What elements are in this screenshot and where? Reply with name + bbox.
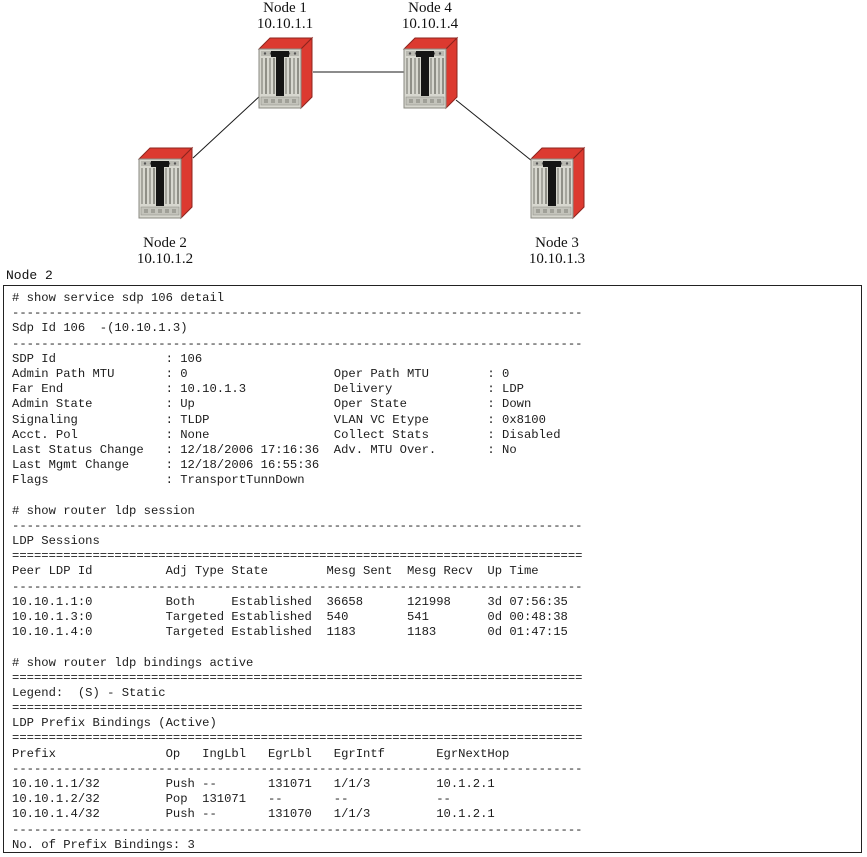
- console-line: 10.10.1.2/32 Pop 131071 -- -- --: [12, 792, 451, 807]
- node4-ip: 10.10.1.4: [401, 16, 459, 32]
- console-line: # show service sdp 106 detail: [12, 291, 225, 305]
- diagram-node-4: [370, 0, 490, 115]
- console-line: ------------------------------------------------------------------------------: [12, 518, 583, 533]
- node1-ip: 10.10.1.1: [256, 16, 314, 32]
- router-icon-node2: [137, 146, 194, 225]
- console-line: Sdp Id 106 -(10.10.1.3): [12, 321, 188, 336]
- console-line: LDP Sessions: [12, 534, 100, 548]
- console-line: No. of Prefix Bindings: 3: [12, 837, 195, 852]
- console-line: ------------------------------------------------------------------------------: [12, 336, 583, 351]
- diagram-node-3: [497, 146, 617, 267]
- console-line: LDP Prefix Bindings (Active): [12, 716, 217, 731]
- node2-label: Node 2: [143, 235, 187, 251]
- console-line: ==============================================================================: [12, 670, 583, 685]
- console-line: Signaling : TLDP VLAN VC Etype : 0x8100: [12, 412, 546, 427]
- console-line: ==============================================================================: [12, 701, 583, 716]
- router-icon-node1: [257, 36, 314, 115]
- console-line: [12, 640, 861, 655]
- console-line: 10.10.1.4:0 Targeted Established 1183 1183 0d 01:47:15: [12, 625, 568, 640]
- console-line: SDP Id : 106: [12, 351, 203, 366]
- node3-label: Node 3: [535, 235, 579, 251]
- console-output: [3, 285, 862, 853]
- console-line: 10.10.1.3:0 Targeted Established 540 541 0d 00:48:38: [12, 609, 568, 624]
- console-line: 10.10.1.1:0 Both Established 36658 121998 3d 07:56:35: [12, 594, 568, 609]
- console-line: ==============================================================================: [12, 549, 583, 564]
- console-line: Admin Path MTU : 0 Oper Path MTU : 0: [12, 366, 510, 381]
- console-line: # show router ldp session: [12, 503, 195, 518]
- console-line: ==============================================================================: [12, 731, 583, 746]
- console-line: 10.10.1.1/32 Push -- 131071 1/1/3 10.1.2.1: [12, 777, 495, 791]
- console-line: ------------------------------------------------------------------------------: [12, 761, 583, 776]
- console-line: Admin State : Up Oper State : Down: [12, 397, 532, 412]
- node2-ip: 10.10.1.2: [136, 251, 194, 267]
- console-line: Peer LDP Id Adj Type State Mesg Sent Mesg Recv Up Time: [12, 564, 539, 579]
- console-line: # show router ldp bindings active: [12, 655, 254, 670]
- console-line: Prefix Op IngLbl EgrLbl EgrIntf EgrNextHop: [12, 746, 510, 761]
- diagram-node-1: [225, 0, 345, 115]
- console-line: ------------------------------------------------------------------------------: [12, 579, 583, 594]
- router-icon-node4: [402, 36, 459, 115]
- console-line: ------------------------------------------------------------------------------: [12, 306, 583, 321]
- console-line: Last Status Change : 12/18/2006 17:16:36 Adv. MTU Over. : No: [12, 442, 517, 457]
- console-line: 10.10.1.4/32 Push -- 131070 1/1/3 10.1.2.1: [12, 807, 495, 822]
- console-line: [12, 488, 861, 503]
- console-line: Last Mgmt Change : 12/18/2006 16:55:36: [12, 458, 320, 473]
- console-line: Far End : 10.10.1.3 Delivery : LDP: [12, 382, 524, 397]
- node1-label: Node 1: [263, 0, 307, 16]
- console-line: Acct. Pol : None Collect Stats : Disabled: [12, 427, 561, 442]
- router-icon-node3: [529, 146, 586, 225]
- console-line: Flags : TransportTunnDown: [12, 473, 305, 488]
- node4-label: Node 4: [408, 0, 452, 16]
- diagram-node-2: [105, 146, 225, 267]
- network-diagram: [0, 0, 867, 286]
- node3-ip: 10.10.1.3: [528, 251, 586, 267]
- console-line: Legend: (S) - Static: [12, 685, 166, 700]
- console-title: Node 2: [6, 268, 53, 283]
- console-line: ------------------------------------------------------------------------------: [12, 822, 583, 837]
